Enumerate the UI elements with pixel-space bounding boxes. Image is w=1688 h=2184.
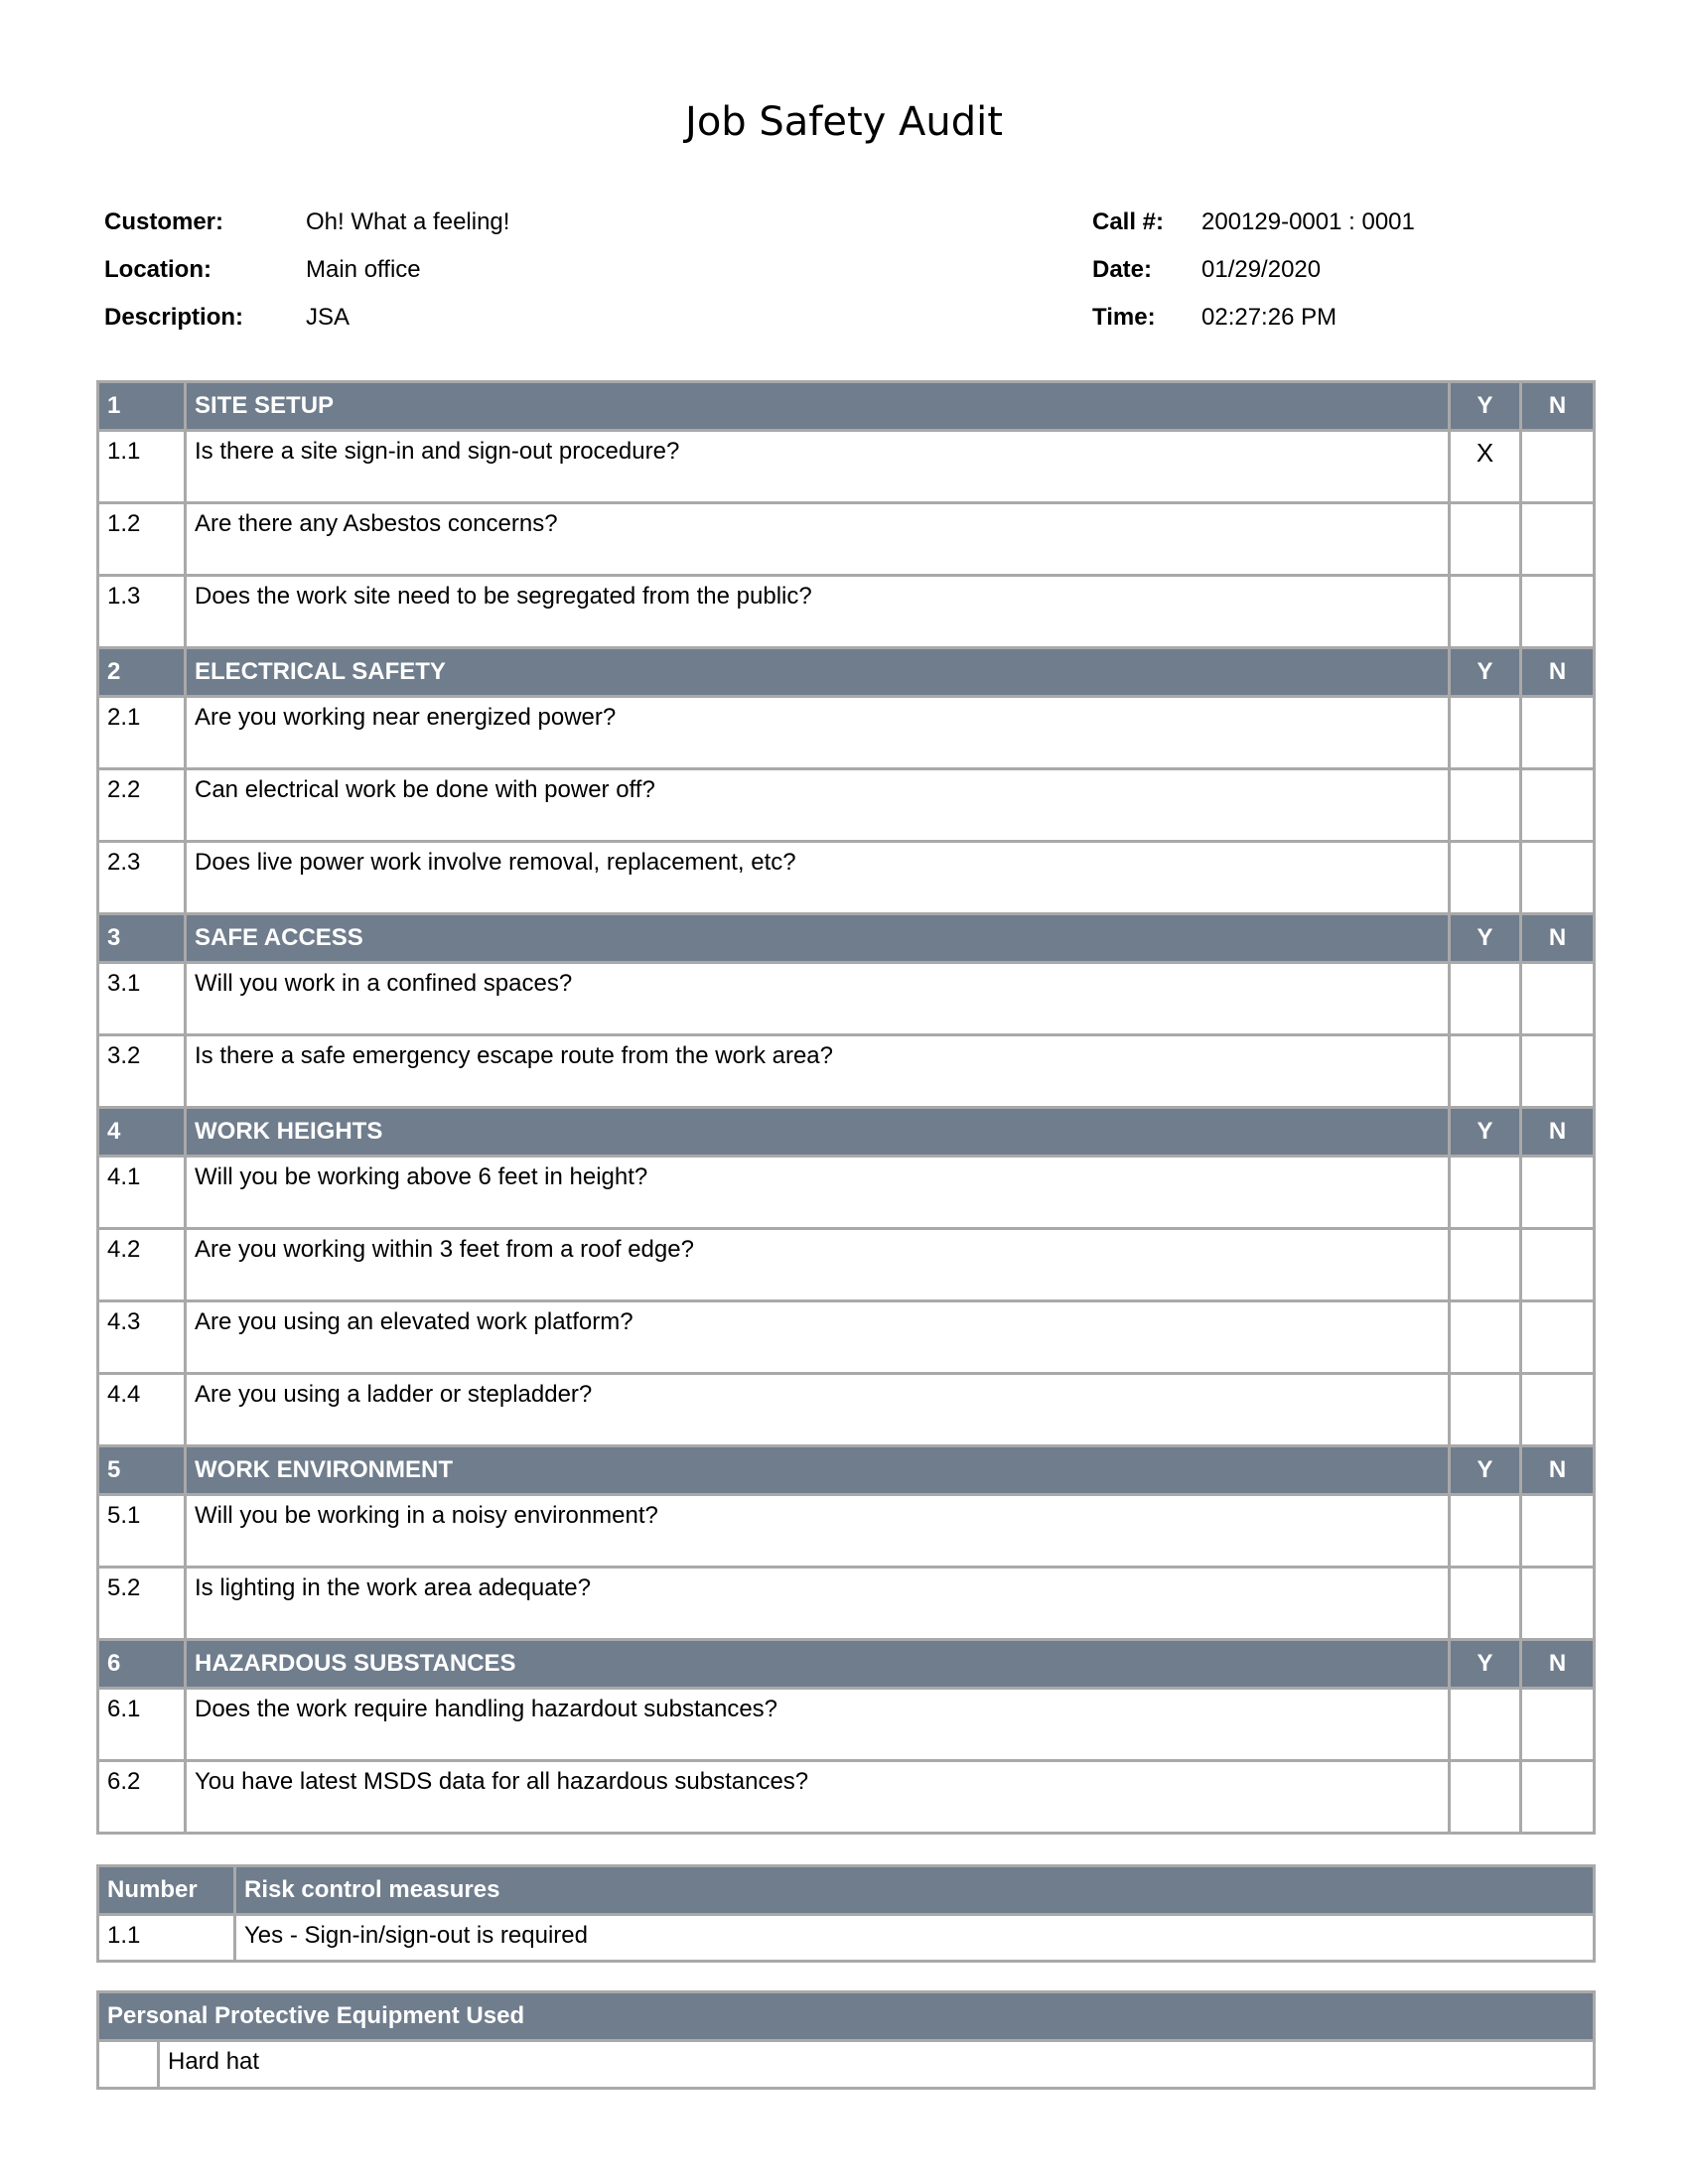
section-title: WORK ENVIRONMENT <box>186 1446 1450 1495</box>
section-header-row <box>98 382 1595 431</box>
risk-measures-header: Risk control measures <box>235 1866 1595 1915</box>
yes-answer-cell <box>1450 503 1521 576</box>
no-answer-cell <box>1521 963 1595 1035</box>
ppe-checkbox-cell <box>98 2041 159 2089</box>
yes-answer-cell: X <box>1450 431 1521 503</box>
no-column-header: N <box>1521 648 1595 697</box>
question-number: 4.1 <box>98 1157 186 1229</box>
no-column-header: N <box>1521 914 1595 963</box>
section-number: 5 <box>98 1446 186 1495</box>
no-answer-cell <box>1521 503 1595 576</box>
yes-answer-cell <box>1450 1689 1521 1761</box>
section-title: WORK HEIGHTS <box>186 1108 1450 1157</box>
no-answer-cell <box>1521 1374 1595 1446</box>
question-text: Will you be working in a noisy environment? <box>186 1495 1450 1568</box>
customer-row <box>104 208 509 236</box>
no-answer-cell <box>1521 431 1595 503</box>
question-row <box>98 576 1595 648</box>
no-answer-cell <box>1521 1761 1595 1834</box>
question-number: 1.2 <box>98 503 186 576</box>
question-text: Are there any Asbestos concerns? <box>186 503 1450 576</box>
call-number-row <box>1092 208 1415 236</box>
no-answer-cell <box>1521 1689 1595 1761</box>
no-answer-cell <box>1521 1229 1595 1301</box>
question-number: 4.4 <box>98 1374 186 1446</box>
no-answer-cell <box>1521 1035 1595 1108</box>
no-column-header: N <box>1521 1446 1595 1495</box>
section-number: 2 <box>98 648 186 697</box>
no-column-header: N <box>1521 1640 1595 1689</box>
yes-answer-cell <box>1450 697 1521 769</box>
section-number: 1 <box>98 382 186 431</box>
question-text: Will you work in a confined spaces? <box>186 963 1450 1035</box>
call-number-label: Call #: <box>1092 208 1165 235</box>
section-number: 6 <box>98 1640 186 1689</box>
yes-answer-cell <box>1450 769 1521 842</box>
risk-control-measures-table <box>96 1864 1596 1963</box>
yes-column-header: Y <box>1450 648 1521 697</box>
no-answer-cell <box>1521 1495 1595 1568</box>
no-answer-cell <box>1521 1157 1595 1229</box>
date-value: 01/29/2020 <box>1201 256 1322 283</box>
question-number: 1.1 <box>98 431 186 503</box>
yes-answer-cell <box>1450 963 1521 1035</box>
time-row <box>1092 304 1336 332</box>
section-header-row <box>98 648 1595 697</box>
question-text: Are you using an elevated work platform? <box>186 1301 1450 1374</box>
yes-answer-cell <box>1450 1374 1521 1446</box>
ppe-table <box>96 1990 1596 2090</box>
section-title: SAFE ACCESS <box>186 914 1450 963</box>
yes-answer-cell <box>1450 1157 1521 1229</box>
question-number: 1.3 <box>98 576 186 648</box>
risk-row-measure: Yes - Sign-in/sign-out is required <box>235 1915 1595 1962</box>
yes-answer-cell <box>1450 1035 1521 1108</box>
risk-table-header-row <box>98 1866 1595 1915</box>
question-text: Is lighting in the work area adequate? <box>186 1568 1450 1640</box>
yes-answer-cell <box>1450 1229 1521 1301</box>
section-title: SITE SETUP <box>186 382 1450 431</box>
question-row <box>98 431 1595 503</box>
question-text: You have latest MSDS data for all hazardous substances? <box>186 1761 1450 1834</box>
question-row <box>98 503 1595 576</box>
no-answer-cell <box>1521 1301 1595 1374</box>
risk-table-row <box>98 1915 1595 1962</box>
question-number: 3.2 <box>98 1035 186 1108</box>
customer-label: Customer: <box>104 208 224 235</box>
no-answer-cell <box>1521 697 1595 769</box>
question-row <box>98 963 1595 1035</box>
safety-checklist-table <box>96 380 1596 1835</box>
question-number: 6.1 <box>98 1689 186 1761</box>
yes-answer-cell <box>1450 842 1521 914</box>
no-column-header: N <box>1521 1108 1595 1157</box>
time-label: Time: <box>1092 304 1156 331</box>
question-text: Does the work require handling hazardout substances? <box>186 1689 1450 1761</box>
page-title: Job Safety Audit <box>685 99 1003 145</box>
location-value: Main office <box>306 256 421 283</box>
yes-column-header: Y <box>1450 1446 1521 1495</box>
question-number: 2.3 <box>98 842 186 914</box>
section-header-row <box>98 914 1595 963</box>
section-title: HAZARDOUS SUBSTANCES <box>186 1640 1450 1689</box>
question-row <box>98 1157 1595 1229</box>
description-row <box>104 304 350 332</box>
no-column-header: N <box>1521 382 1595 431</box>
no-answer-cell <box>1521 1568 1595 1640</box>
date-row <box>1092 256 1321 284</box>
question-text: Will you be working above 6 feet in height? <box>186 1157 1450 1229</box>
date-label: Date: <box>1092 256 1153 283</box>
ppe-header: Personal Protective Equipment Used <box>98 1992 1595 2041</box>
question-row <box>98 1229 1595 1301</box>
question-row <box>98 697 1595 769</box>
question-number: 4.2 <box>98 1229 186 1301</box>
ppe-item-name: Hard hat <box>159 2041 1595 2089</box>
no-answer-cell <box>1521 576 1595 648</box>
question-text: Are you working near energized power? <box>186 697 1450 769</box>
question-number: 6.2 <box>98 1761 186 1834</box>
question-row <box>98 769 1595 842</box>
yes-answer-cell <box>1450 1301 1521 1374</box>
section-header-row <box>98 1108 1595 1157</box>
risk-row-number: 1.1 <box>98 1915 235 1962</box>
time-value: 02:27:26 PM <box>1201 304 1337 331</box>
question-number: 2.2 <box>98 769 186 842</box>
question-row <box>98 1495 1595 1568</box>
yes-column-header: Y <box>1450 382 1521 431</box>
question-row <box>98 1761 1595 1834</box>
section-header-row <box>98 1446 1595 1495</box>
question-text: Are you using a ladder or stepladder? <box>186 1374 1450 1446</box>
yes-answer-cell <box>1450 1761 1521 1834</box>
question-number: 3.1 <box>98 963 186 1035</box>
yes-answer-cell <box>1450 1495 1521 1568</box>
no-answer-cell <box>1521 842 1595 914</box>
question-number: 4.3 <box>98 1301 186 1374</box>
description-value: JSA <box>306 304 351 331</box>
yes-answer-cell <box>1450 576 1521 648</box>
question-row <box>98 1689 1595 1761</box>
question-row <box>98 1568 1595 1640</box>
yes-answer-cell <box>1450 1568 1521 1640</box>
question-number: 2.1 <box>98 697 186 769</box>
location-row <box>104 256 421 284</box>
customer-value: Oh! What a feeling! <box>306 208 510 235</box>
question-row <box>98 1374 1595 1446</box>
question-text: Are you working within 3 feet from a roof edge? <box>186 1229 1450 1301</box>
call-number-value: 200129-0001 : 0001 <box>1201 208 1415 235</box>
question-text: Is there a site sign-in and sign-out procedure? <box>186 431 1450 503</box>
section-number: 4 <box>98 1108 186 1157</box>
question-row <box>98 1301 1595 1374</box>
ppe-table-header-row <box>98 1992 1595 2041</box>
section-title: ELECTRICAL SAFETY <box>186 648 1450 697</box>
question-row <box>98 842 1595 914</box>
yes-column-header: Y <box>1450 914 1521 963</box>
risk-number-header: Number <box>98 1866 235 1915</box>
question-text: Can electrical work be done with power off? <box>186 769 1450 842</box>
question-row <box>98 1035 1595 1108</box>
section-number: 3 <box>98 914 186 963</box>
question-number: 5.2 <box>98 1568 186 1640</box>
location-label: Location: <box>104 256 211 283</box>
yes-column-header: Y <box>1450 1108 1521 1157</box>
question-number: 5.1 <box>98 1495 186 1568</box>
question-text: Is there a safe emergency escape route from the work area? <box>186 1035 1450 1108</box>
description-label: Description: <box>104 304 244 331</box>
section-header-row <box>98 1640 1595 1689</box>
ppe-table-row <box>98 2041 1595 2089</box>
no-answer-cell <box>1521 769 1595 842</box>
yes-column-header: Y <box>1450 1640 1521 1689</box>
question-text: Does live power work involve removal, replacement, etc? <box>186 842 1450 914</box>
question-text: Does the work site need to be segregated from the public? <box>186 576 1450 648</box>
